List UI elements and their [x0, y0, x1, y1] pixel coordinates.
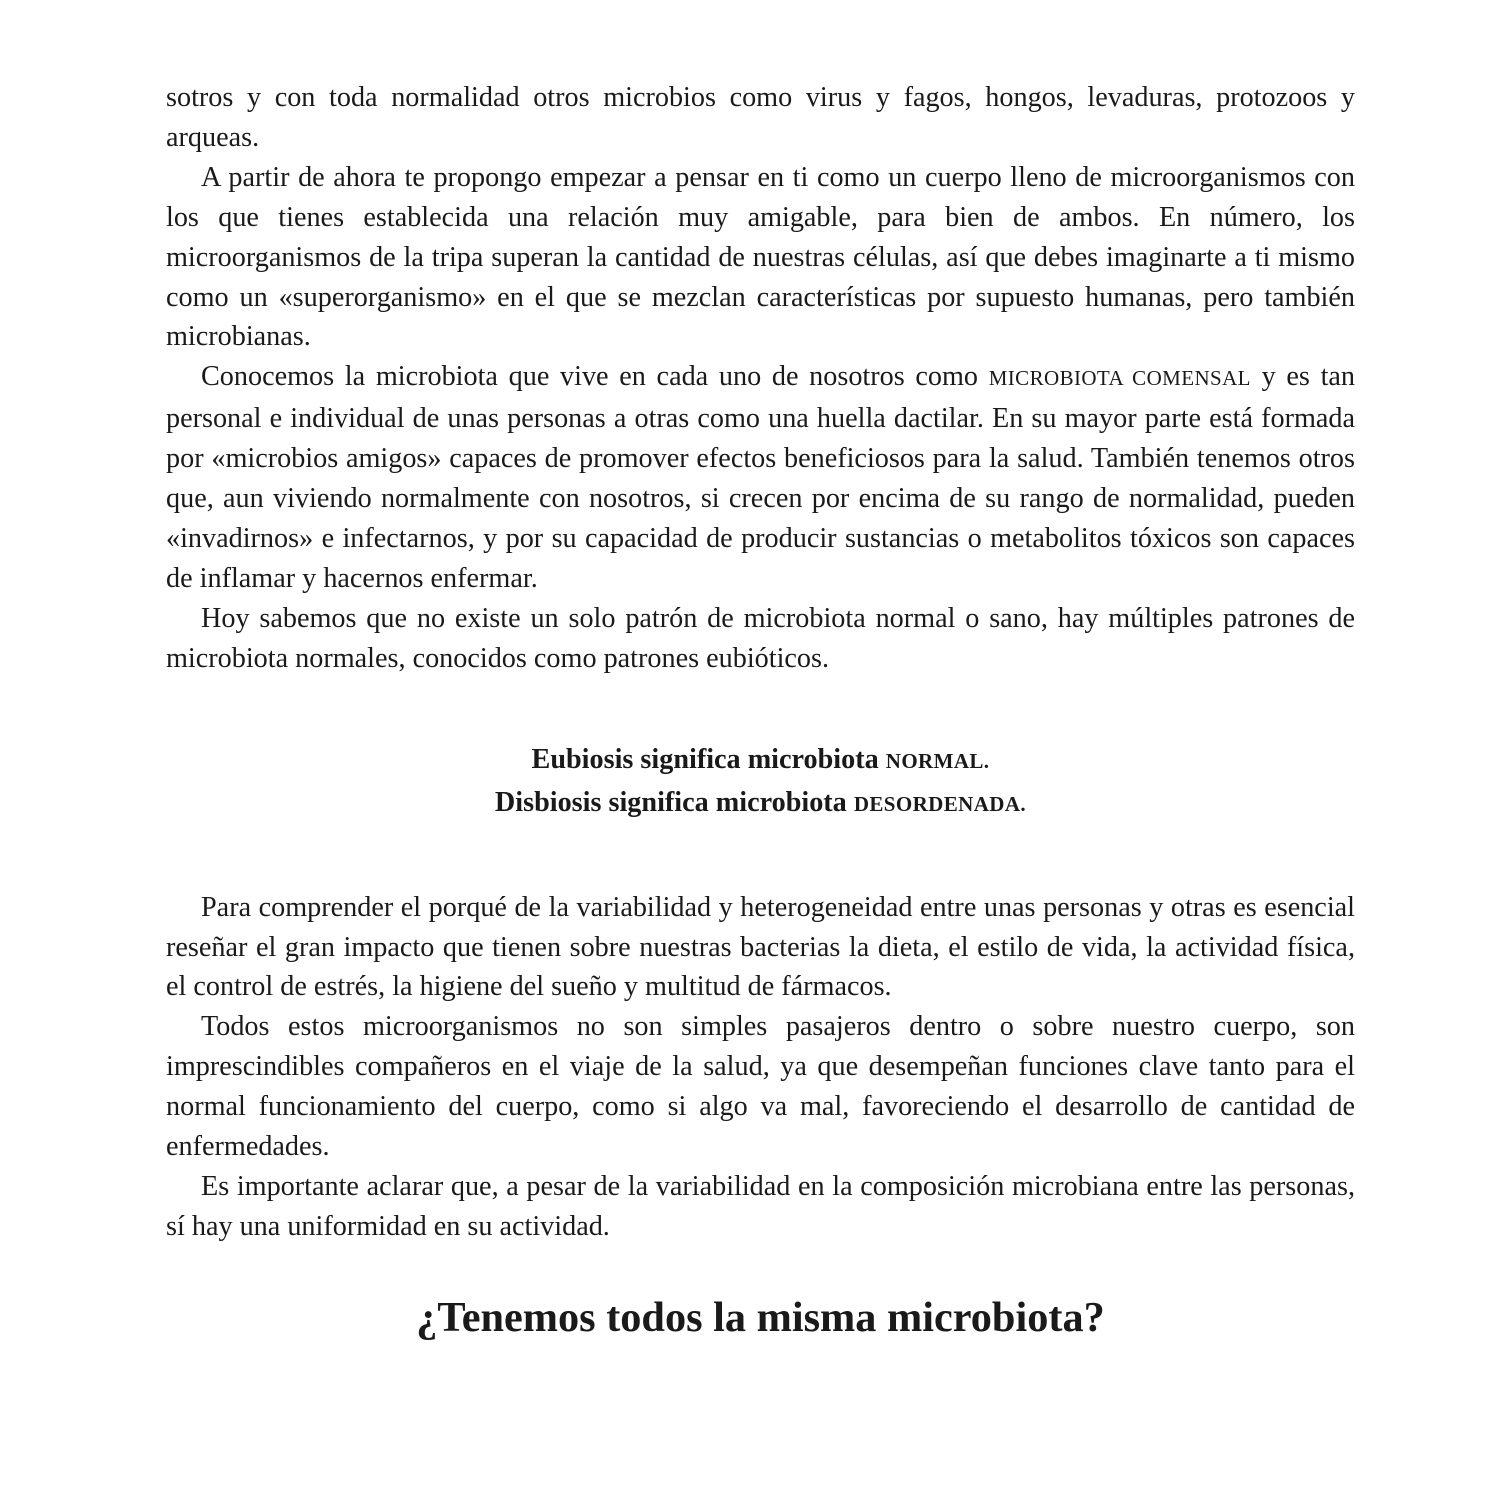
document-page: [166, 78, 1356, 1341]
commensal-text-before: Conocemos la microbiota que vive en cada uno de nosotros como: [201, 361, 989, 393]
definition-callout: [166, 739, 1355, 825]
callout-dysbiosis-line: [166, 782, 1355, 825]
paragraph-commensal-microbiota: [166, 357, 1355, 598]
section-heading: ¿Tenemos todos la misma microbiota?: [416, 1293, 1105, 1341]
paragraph-uniformity: Es importante aclarar que, a pesar de la variabilidad en la composición microbiana entre las personas, sí hay una uniformidad en su actividad.: [166, 1170, 1355, 1242]
paragraph-variability: Para comprender el porqué de la variabilidad y heterogeneidad entre unas personas y otras es esencial reseñar el gran impacto que tienen sobre nuestras bacterias la dieta, el estilo de vida, la actividad física, el control de estrés, la higiene del sueño y multitud de fármacos.: [166, 891, 1355, 1003]
paragraph-superorganism: A partir de ahora te propongo empezar a pensar en ti como un cuerpo lleno de microorganismos con los que tienes establecida una relación muy amigable, para bien de ambos. En número, los microorganismos de la tripa superan la cantidad de nuestras células, así que debes imaginarte a ti mismo como un «superorganismo» en el que se mezclan características por supuesto humanas, pero también microbianas.: [166, 161, 1355, 353]
callout-eubiosis-term: NORMAL.: [885, 748, 990, 773]
callout-dysbiosis-text: Disbiosis significa microbiota: [494, 786, 854, 818]
paragraph-continuation: sotros y con toda normalidad otros microbios como virus y fagos, hongos, levaduras, protozoos y arqueas.: [166, 82, 1355, 153]
callout-dysbiosis-term: DESORDENADA.: [853, 791, 1027, 816]
paragraph-eubiotic-patterns: Hoy sabemos que no existe un solo patrón de microbiota normal o sano, hay múltiples patrones de microbiota normales, conocidos como patrones eubióticos.: [166, 602, 1355, 674]
callout-eubiosis-text: Eubiosis significa microbiota: [531, 743, 886, 775]
commensal-text-after: y es tan personal e individual de unas personas a otras como una huella dactilar. En su mayor parte está formada por «microbios amigos» capaces de promover efectos beneficiosos para la salud. También tenemos otros que, aun viviendo normalmente con nosotros, si crecen por encima de su rango de normalidad, pueden «invadirnos» e infectarnos, y por su capacidad de producir sustancias o metabolitos tóxicos son capaces de inflamar y hacernos enfermar.: [166, 361, 1356, 594]
paragraph-companions: Todos estos microorganismos no son simples pasajeros dentro o sobre nuestro cuerpo, son imprescindibles compañeros en el viaje de la salud, ya que desempeñan funciones clave tanto para el normal funcionamiento del cuerpo, como si algo va mal, favoreciendo el desarrollo de cantidad de enfermedades.: [166, 1011, 1355, 1163]
callout-eubiosis-line: [166, 739, 1355, 782]
commensal-smallcaps-term: MICROBIOTA COMENSAL: [988, 366, 1251, 391]
